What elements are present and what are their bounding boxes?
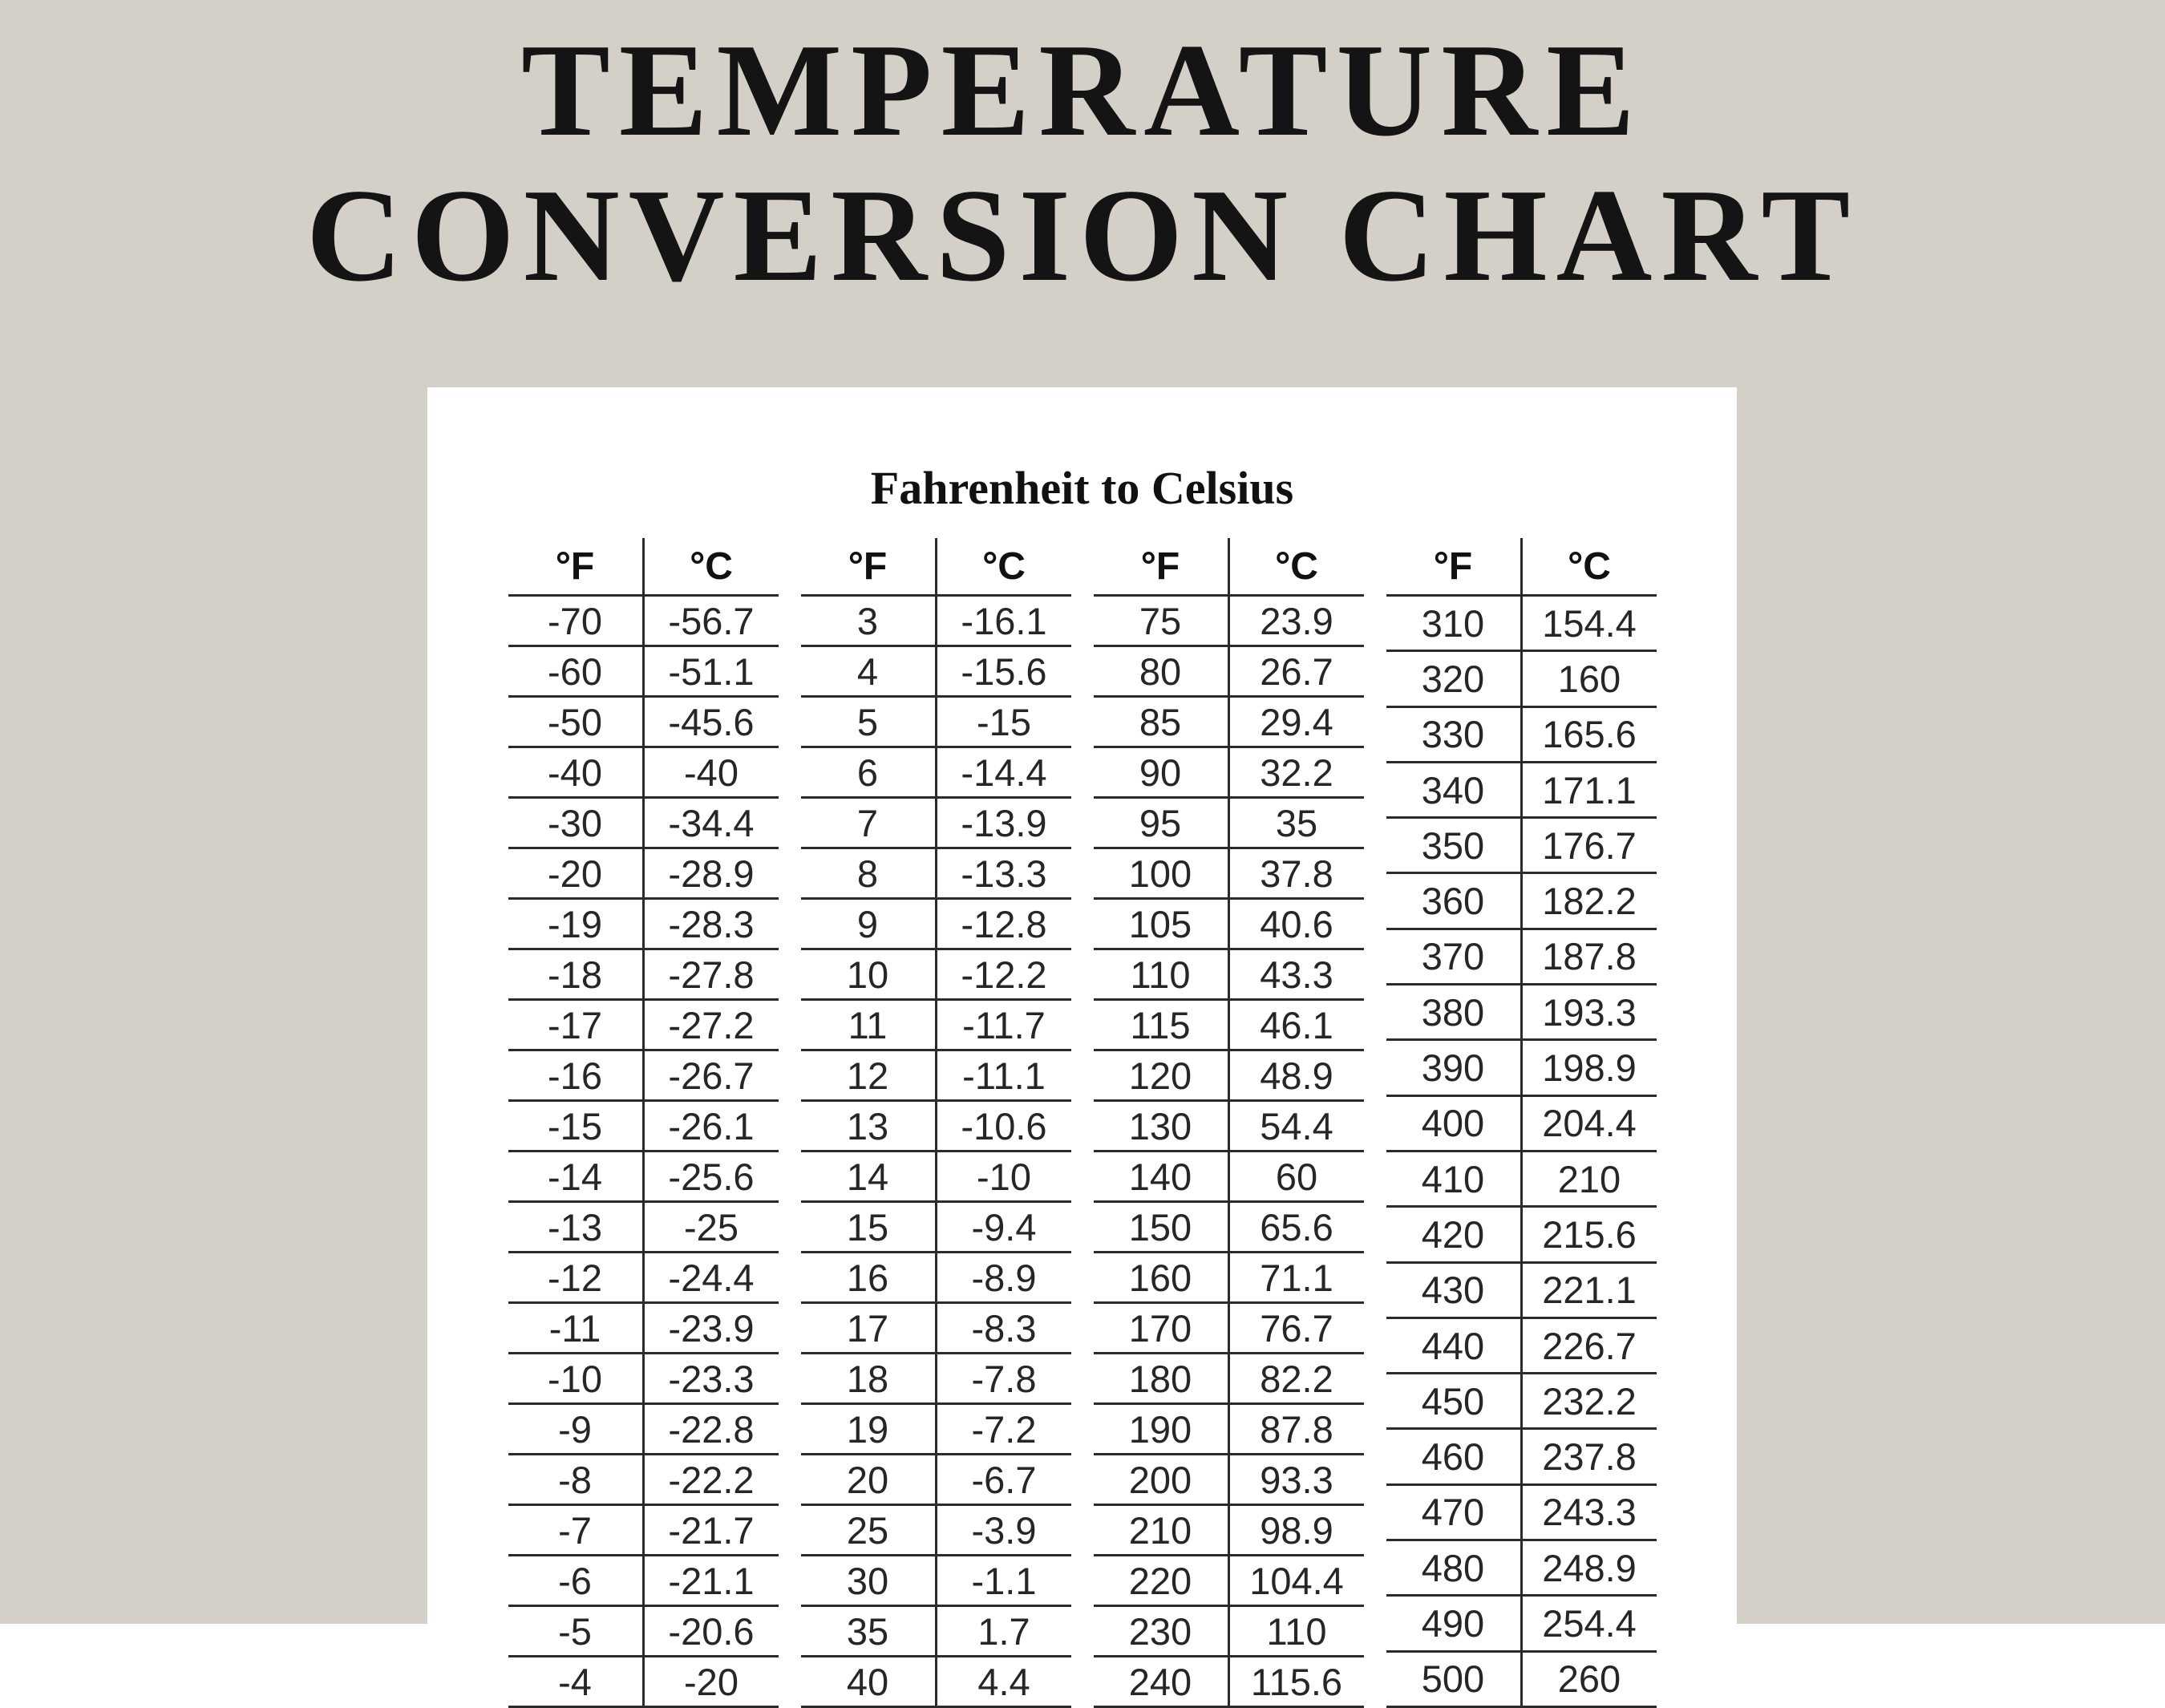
fahrenheit-cell: 18 <box>801 1354 937 1404</box>
header-row <box>508 538 779 596</box>
celsius-cell: 232.2 <box>1521 1374 1657 1429</box>
conversion-table-4 <box>1386 538 1657 1708</box>
celsius-cell: 87.8 <box>1228 1404 1364 1455</box>
table-row <box>1386 1040 1657 1095</box>
table-row <box>508 697 779 747</box>
table-row <box>801 596 1071 646</box>
celsius-cell: -23.3 <box>643 1354 779 1404</box>
celsius-cell: 32.2 <box>1228 747 1364 798</box>
celsius-cell: -9.4 <box>936 1202 1071 1253</box>
celsius-cell: 35 <box>1228 798 1364 848</box>
table-row <box>508 798 779 848</box>
table-row <box>508 1303 779 1354</box>
celsius-cell: 215.6 <box>1521 1207 1657 1262</box>
celsius-cell: -34.4 <box>643 798 779 848</box>
celsius-header: °C <box>643 538 779 596</box>
table-row <box>1094 1253 1364 1303</box>
fahrenheit-cell: -13 <box>508 1202 644 1253</box>
celsius-cell: -12.8 <box>936 899 1071 949</box>
conversion-table-3 <box>1094 538 1364 1708</box>
celsius-cell: 65.6 <box>1228 1202 1364 1253</box>
table-row <box>508 1253 779 1303</box>
fahrenheit-cell: 17 <box>801 1303 937 1354</box>
fahrenheit-cell: -16 <box>508 1050 644 1101</box>
celsius-cell: 182.2 <box>1521 873 1657 929</box>
fahrenheit-cell: 150 <box>1094 1202 1229 1253</box>
celsius-cell: 176.7 <box>1521 818 1657 873</box>
fahrenheit-cell: 85 <box>1094 697 1229 747</box>
celsius-cell: -20.6 <box>643 1606 779 1657</box>
celsius-cell: 54.4 <box>1228 1101 1364 1151</box>
table-row <box>508 1404 779 1455</box>
celsius-cell: -22.8 <box>643 1404 779 1455</box>
celsius-cell: -3.9 <box>936 1505 1071 1556</box>
fahrenheit-cell: -20 <box>508 848 644 899</box>
fahrenheit-cell: 80 <box>1094 646 1229 697</box>
fahrenheit-cell: 370 <box>1386 929 1522 984</box>
celsius-cell: -21.7 <box>643 1505 779 1556</box>
table-row <box>508 646 779 697</box>
fahrenheit-cell: 110 <box>1094 949 1229 1000</box>
fahrenheit-cell: 190 <box>1094 1404 1229 1455</box>
table-row <box>508 1556 779 1606</box>
fahrenheit-cell: 340 <box>1386 762 1522 817</box>
table-row <box>1094 1050 1364 1101</box>
celsius-cell: 48.9 <box>1228 1050 1364 1101</box>
table-row <box>801 1455 1071 1505</box>
conversion-tables <box>427 538 1737 1708</box>
fahrenheit-cell: 10 <box>801 949 937 1000</box>
table-row <box>1386 762 1657 817</box>
celsius-cell: -21.1 <box>643 1556 779 1606</box>
table-row <box>508 747 779 798</box>
fahrenheit-cell: 480 <box>1386 1540 1522 1596</box>
fahrenheit-cell: 380 <box>1386 985 1522 1040</box>
fahrenheit-cell: 115 <box>1094 1000 1229 1050</box>
fahrenheit-cell: 6 <box>801 747 937 798</box>
celsius-cell: 104.4 <box>1228 1556 1364 1606</box>
table-row <box>801 1354 1071 1404</box>
fahrenheit-cell: -5 <box>508 1606 644 1657</box>
celsius-cell: 254.4 <box>1521 1596 1657 1651</box>
celsius-cell: -40 <box>643 747 779 798</box>
table-row <box>1094 1505 1364 1556</box>
celsius-cell: -25.6 <box>643 1151 779 1202</box>
fahrenheit-cell: 240 <box>1094 1657 1229 1707</box>
fahrenheit-cell: -12 <box>508 1253 644 1303</box>
fahrenheit-cell: 100 <box>1094 848 1229 899</box>
table-row <box>1094 1404 1364 1455</box>
table-row <box>1386 873 1657 929</box>
table-row <box>801 1606 1071 1657</box>
celsius-cell: 154.4 <box>1521 596 1657 651</box>
celsius-cell: 43.3 <box>1228 949 1364 1000</box>
fahrenheit-cell: 30 <box>801 1556 937 1606</box>
table-row <box>508 1606 779 1657</box>
fahrenheit-cell: 8 <box>801 848 937 899</box>
fahrenheit-cell: -70 <box>508 596 644 646</box>
table-row <box>801 1556 1071 1606</box>
table-row <box>508 1455 779 1505</box>
fahrenheit-cell: 7 <box>801 798 937 848</box>
fahrenheit-cell: -17 <box>508 1000 644 1050</box>
table-row <box>801 798 1071 848</box>
celsius-cell: 198.9 <box>1521 1040 1657 1095</box>
celsius-cell: 26.7 <box>1228 646 1364 697</box>
fahrenheit-cell: 16 <box>801 1253 937 1303</box>
celsius-cell: 115.6 <box>1228 1657 1364 1707</box>
celsius-cell: 187.8 <box>1521 929 1657 984</box>
fahrenheit-cell: 5 <box>801 697 937 747</box>
table-row <box>801 848 1071 899</box>
page-title-line-1: TEMPERATURE <box>521 16 1644 164</box>
table-row <box>801 1657 1071 1707</box>
fahrenheit-cell: 75 <box>1094 596 1229 646</box>
fahrenheit-cell: 35 <box>801 1606 937 1657</box>
celsius-cell: 29.4 <box>1228 697 1364 747</box>
header-row <box>1386 538 1657 596</box>
fahrenheit-cell: 120 <box>1094 1050 1229 1101</box>
table-row <box>1094 697 1364 747</box>
fahrenheit-cell: 25 <box>801 1505 937 1556</box>
fahrenheit-cell: -18 <box>508 949 644 1000</box>
celsius-cell: -22.2 <box>643 1455 779 1505</box>
fahrenheit-cell: 420 <box>1386 1207 1522 1262</box>
table-row <box>1386 706 1657 762</box>
celsius-cell: -28.3 <box>643 899 779 949</box>
celsius-header: °C <box>1228 538 1364 596</box>
celsius-cell: 60 <box>1228 1151 1364 1202</box>
fahrenheit-header: °F <box>801 538 937 596</box>
celsius-cell: 93.3 <box>1228 1455 1364 1505</box>
celsius-cell: -11.1 <box>936 1050 1071 1101</box>
celsius-cell: 193.3 <box>1521 985 1657 1040</box>
fahrenheit-cell: 12 <box>801 1050 937 1101</box>
celsius-cell: -14.4 <box>936 747 1071 798</box>
celsius-cell: -16.1 <box>936 596 1071 646</box>
celsius-cell: -56.7 <box>643 596 779 646</box>
fahrenheit-cell: 15 <box>801 1202 937 1253</box>
table-row <box>508 848 779 899</box>
fahrenheit-cell: -8 <box>508 1455 644 1505</box>
table-row <box>801 1101 1071 1151</box>
table-row <box>508 949 779 1000</box>
fahrenheit-cell: 350 <box>1386 818 1522 873</box>
celsius-cell: 23.9 <box>1228 596 1364 646</box>
table-row <box>1094 1303 1364 1354</box>
table-row <box>1386 1540 1657 1596</box>
celsius-cell: 210 <box>1521 1151 1657 1206</box>
table-row <box>801 1505 1071 1556</box>
fahrenheit-cell: 19 <box>801 1404 937 1455</box>
table-row <box>1094 596 1364 646</box>
celsius-cell: 165.6 <box>1521 706 1657 762</box>
celsius-cell: 46.1 <box>1228 1000 1364 1050</box>
fahrenheit-cell: 230 <box>1094 1606 1229 1657</box>
fahrenheit-header: °F <box>1094 538 1229 596</box>
celsius-cell: 1.7 <box>936 1606 1071 1657</box>
celsius-cell: 171.1 <box>1521 762 1657 817</box>
celsius-cell: 204.4 <box>1521 1095 1657 1151</box>
celsius-cell: -27.2 <box>643 1000 779 1050</box>
fahrenheit-cell: 310 <box>1386 596 1522 651</box>
fahrenheit-cell: 90 <box>1094 747 1229 798</box>
header-row <box>801 538 1071 596</box>
table-row <box>508 1050 779 1101</box>
table-row <box>1094 1606 1364 1657</box>
fahrenheit-cell: -30 <box>508 798 644 848</box>
chart-card <box>427 387 1737 1703</box>
fahrenheit-cell: -6 <box>508 1556 644 1606</box>
table-row <box>508 1202 779 1253</box>
table-row <box>801 697 1071 747</box>
celsius-header: °C <box>936 538 1071 596</box>
table-row <box>1386 1484 1657 1540</box>
fahrenheit-cell: -40 <box>508 747 644 798</box>
fahrenheit-cell: 320 <box>1386 651 1522 706</box>
fahrenheit-cell: 9 <box>801 899 937 949</box>
celsius-cell: -27.8 <box>643 949 779 1000</box>
celsius-cell: 71.1 <box>1228 1253 1364 1303</box>
fahrenheit-cell: -10 <box>508 1354 644 1404</box>
table-row <box>801 1253 1071 1303</box>
table-row <box>1094 747 1364 798</box>
table-row <box>508 1354 779 1404</box>
celsius-cell: -13.3 <box>936 848 1071 899</box>
fahrenheit-cell: 130 <box>1094 1101 1229 1151</box>
celsius-cell: 226.7 <box>1521 1317 1657 1373</box>
celsius-cell: -6.7 <box>936 1455 1071 1505</box>
table-row <box>508 899 779 949</box>
celsius-cell: 4.4 <box>936 1657 1071 1707</box>
celsius-cell: -8.9 <box>936 1253 1071 1303</box>
celsius-cell: -23.9 <box>643 1303 779 1354</box>
fahrenheit-cell: -60 <box>508 646 644 697</box>
fahrenheit-cell: -14 <box>508 1151 644 1202</box>
table-row <box>508 1151 779 1202</box>
celsius-cell: 76.7 <box>1228 1303 1364 1354</box>
table-row <box>1094 798 1364 848</box>
fahrenheit-cell: -50 <box>508 697 644 747</box>
celsius-cell: -26.1 <box>643 1101 779 1151</box>
table-row <box>1094 1101 1364 1151</box>
table-row <box>801 949 1071 1000</box>
celsius-cell: 37.8 <box>1228 848 1364 899</box>
table-row <box>801 1202 1071 1253</box>
table-row <box>1094 1151 1364 1202</box>
celsius-cell: -10.6 <box>936 1101 1071 1151</box>
table-row <box>801 1000 1071 1050</box>
fahrenheit-cell: 470 <box>1386 1484 1522 1540</box>
celsius-cell: -20 <box>643 1657 779 1707</box>
celsius-cell: -26.7 <box>643 1050 779 1101</box>
fahrenheit-cell: 105 <box>1094 899 1229 949</box>
celsius-header: °C <box>1521 538 1657 596</box>
fahrenheit-cell: -15 <box>508 1101 644 1151</box>
fahrenheit-cell: 40 <box>801 1657 937 1707</box>
fahrenheit-cell: 430 <box>1386 1262 1522 1317</box>
fahrenheit-cell: 4 <box>801 646 937 697</box>
celsius-cell: 221.1 <box>1521 1262 1657 1317</box>
celsius-cell: 243.3 <box>1521 1484 1657 1540</box>
celsius-cell: -15 <box>936 697 1071 747</box>
table-row <box>1094 1556 1364 1606</box>
table-row <box>801 646 1071 697</box>
conversion-table-2 <box>801 538 1071 1708</box>
table-row <box>1386 1207 1657 1262</box>
fahrenheit-cell: 220 <box>1094 1556 1229 1606</box>
table-row <box>1386 985 1657 1040</box>
table-title: Fahrenheit to Celsius <box>870 462 1294 514</box>
table-row <box>801 747 1071 798</box>
table-row <box>1386 1374 1657 1429</box>
fahrenheit-cell: 450 <box>1386 1374 1522 1429</box>
fahrenheit-cell: 390 <box>1386 1040 1522 1095</box>
table-row <box>1386 651 1657 706</box>
celsius-cell: 110 <box>1228 1606 1364 1657</box>
celsius-cell: 40.6 <box>1228 899 1364 949</box>
fahrenheit-cell: 3 <box>801 596 937 646</box>
fahrenheit-cell: -9 <box>508 1404 644 1455</box>
table-row <box>1386 1429 1657 1484</box>
celsius-cell: 82.2 <box>1228 1354 1364 1404</box>
table-row <box>1094 1657 1364 1707</box>
fahrenheit-cell: 410 <box>1386 1151 1522 1206</box>
table-row <box>1094 1354 1364 1404</box>
celsius-cell: -11.7 <box>936 1000 1071 1050</box>
table-row <box>508 1505 779 1556</box>
header-row <box>1094 538 1364 596</box>
table-row <box>801 1404 1071 1455</box>
table-row <box>1386 1262 1657 1317</box>
table-row <box>508 1000 779 1050</box>
table-row <box>1386 1651 1657 1706</box>
fahrenheit-cell: 11 <box>801 1000 937 1050</box>
fahrenheit-cell: 170 <box>1094 1303 1229 1354</box>
celsius-cell: -28.9 <box>643 848 779 899</box>
celsius-cell: -24.4 <box>643 1253 779 1303</box>
fahrenheit-cell: 180 <box>1094 1354 1229 1404</box>
celsius-cell: -13.9 <box>936 798 1071 848</box>
celsius-cell: -7.2 <box>936 1404 1071 1455</box>
table-row <box>1386 596 1657 651</box>
table-row <box>1094 1000 1364 1050</box>
celsius-cell: 248.9 <box>1521 1540 1657 1596</box>
fahrenheit-cell: -19 <box>508 899 644 949</box>
table-row <box>1386 1151 1657 1206</box>
celsius-cell: -12.2 <box>936 949 1071 1000</box>
table-row <box>1094 1202 1364 1253</box>
table-row <box>508 1657 779 1707</box>
celsius-cell: 260 <box>1521 1651 1657 1706</box>
fahrenheit-cell: 460 <box>1386 1429 1522 1484</box>
fahrenheit-cell: 210 <box>1094 1505 1229 1556</box>
fahrenheit-cell: 360 <box>1386 873 1522 929</box>
table-row <box>508 1101 779 1151</box>
celsius-cell: 98.9 <box>1228 1505 1364 1556</box>
table-row <box>801 899 1071 949</box>
table-row <box>1094 646 1364 697</box>
celsius-cell: -7.8 <box>936 1354 1071 1404</box>
fahrenheit-cell: 140 <box>1094 1151 1229 1202</box>
table-row <box>801 1303 1071 1354</box>
fahrenheit-cell: -4 <box>508 1657 644 1707</box>
table-row <box>1386 1095 1657 1151</box>
celsius-cell: -51.1 <box>643 646 779 697</box>
table-row <box>1386 1317 1657 1373</box>
fahrenheit-cell: 160 <box>1094 1253 1229 1303</box>
celsius-cell: -25 <box>643 1202 779 1253</box>
fahrenheit-cell: -11 <box>508 1303 644 1354</box>
table-row <box>801 1151 1071 1202</box>
fahrenheit-cell: 14 <box>801 1151 937 1202</box>
fahrenheit-cell: 200 <box>1094 1455 1229 1505</box>
table-row <box>1094 949 1364 1000</box>
celsius-cell: 237.8 <box>1521 1429 1657 1484</box>
fahrenheit-header: °F <box>508 538 644 596</box>
celsius-cell: -1.1 <box>936 1556 1071 1606</box>
fahrenheit-cell: 95 <box>1094 798 1229 848</box>
celsius-cell: -15.6 <box>936 646 1071 697</box>
fahrenheit-cell: 13 <box>801 1101 937 1151</box>
celsius-cell: -8.3 <box>936 1303 1071 1354</box>
celsius-cell: -45.6 <box>643 697 779 747</box>
conversion-table-1 <box>508 538 779 1708</box>
table-row <box>1094 899 1364 949</box>
table-row <box>1386 1596 1657 1651</box>
fahrenheit-cell: 330 <box>1386 706 1522 762</box>
table-row <box>1386 818 1657 873</box>
fahrenheit-cell: -7 <box>508 1505 644 1556</box>
page-title <box>0 18 2165 308</box>
table-row <box>508 596 779 646</box>
table-row <box>801 1050 1071 1101</box>
fahrenheit-cell: 400 <box>1386 1095 1522 1151</box>
celsius-cell: -10 <box>936 1151 1071 1202</box>
table-row <box>1094 848 1364 899</box>
fahrenheit-cell: 440 <box>1386 1317 1522 1373</box>
fahrenheit-header: °F <box>1386 538 1522 596</box>
fahrenheit-cell: 500 <box>1386 1651 1522 1706</box>
fahrenheit-cell: 20 <box>801 1455 937 1505</box>
fahrenheit-cell: 490 <box>1386 1596 1522 1651</box>
celsius-cell: 160 <box>1521 651 1657 706</box>
table-row <box>1094 1455 1364 1505</box>
table-row <box>1386 929 1657 984</box>
page-title-line-2: CONVERSION CHART <box>306 160 1859 309</box>
